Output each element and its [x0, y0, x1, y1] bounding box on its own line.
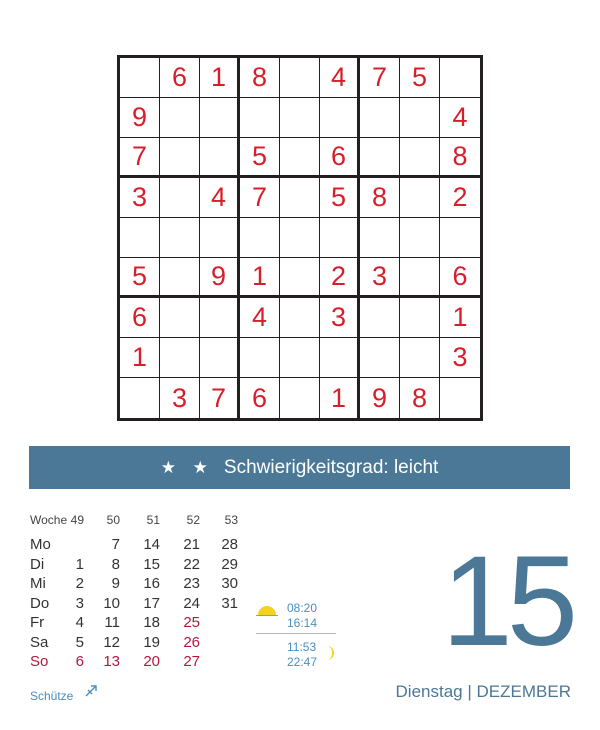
calendar-date: 6	[75, 653, 84, 670]
sudoku-cell[interactable]: 9	[360, 378, 400, 418]
sudoku-cell[interactable]	[160, 218, 200, 258]
date-separator: |	[467, 682, 472, 701]
sudoku-cell[interactable]	[120, 58, 160, 98]
sudoku-cell[interactable]	[280, 258, 320, 298]
sudoku-cell[interactable]	[320, 98, 360, 138]
sudoku-cell[interactable]: 5	[120, 258, 160, 298]
calendar-date: 5	[75, 633, 84, 651]
calendar-date: 20	[143, 653, 160, 670]
sudoku-cell[interactable]	[400, 338, 440, 378]
sudoku-cell[interactable]	[320, 218, 360, 258]
sudoku-cell[interactable]: 3	[160, 378, 200, 418]
weekday-abbr: So	[30, 653, 49, 670]
calendar-date: 22	[183, 555, 200, 573]
moonrise-time: 11:53	[287, 640, 317, 654]
sunrise-icon	[256, 604, 278, 616]
sudoku-cell[interactable]: 8	[360, 178, 400, 218]
sudoku-cell[interactable]	[160, 258, 200, 298]
month-label: DEZEMBER	[476, 682, 571, 701]
sudoku-cell[interactable]	[200, 218, 240, 258]
sudoku-cell[interactable]: 8	[240, 58, 280, 98]
sudoku-cell[interactable]: 6	[160, 58, 200, 98]
calendar-date: 28	[221, 536, 238, 553]
sudoku-cell[interactable]: 7	[120, 138, 160, 178]
weekday-abbr: Sa	[30, 633, 49, 651]
sudoku-cell[interactable]: 6	[320, 138, 360, 178]
sudoku-cell[interactable]	[360, 98, 400, 138]
sudoku-cell[interactable]	[320, 338, 360, 378]
calendar-date: 21	[183, 536, 200, 553]
sudoku-cell[interactable]	[280, 218, 320, 258]
calendar-date: 25	[183, 614, 200, 631]
sudoku-cell[interactable]	[160, 138, 200, 178]
sudoku-cell[interactable]	[200, 138, 240, 178]
sudoku-cell[interactable]: 1	[200, 58, 240, 98]
calendar-date: 16	[143, 575, 160, 592]
calendar-date: 9	[111, 575, 120, 592]
calendar-date: 31	[221, 594, 238, 612]
sudoku-cell[interactable]: 9	[200, 258, 240, 298]
day-number: 15	[441, 530, 572, 673]
sudoku-cell[interactable]: 5	[320, 178, 360, 218]
calendar-date: 30	[221, 575, 238, 592]
sudoku-cell[interactable]: 7	[200, 378, 240, 418]
calendar-date: 10	[103, 594, 120, 612]
calendar-date: 8	[111, 555, 120, 573]
astro-divider	[256, 633, 336, 634]
sudoku-cell[interactable]	[280, 338, 320, 378]
sudoku-cell[interactable]	[400, 178, 440, 218]
sudoku-cell[interactable]: 1	[320, 378, 360, 418]
calendar-date: 29	[221, 555, 238, 573]
sudoku-cell[interactable]	[400, 258, 440, 298]
sudoku-cell[interactable]	[360, 218, 400, 258]
sudoku-cell[interactable]	[240, 98, 280, 138]
sudoku-cell[interactable]	[440, 378, 480, 418]
sudoku-cell[interactable]	[160, 338, 200, 378]
difficulty-stars: ★ ★	[160, 457, 214, 477]
sudoku-cell[interactable]: 5	[400, 58, 440, 98]
sudoku-cell[interactable]: 6	[120, 298, 160, 338]
sudoku-cell[interactable]: 4	[320, 58, 360, 98]
sudoku-cell[interactable]	[360, 138, 400, 178]
week-number: 52	[186, 513, 200, 527]
sudoku-cell[interactable]: 1	[240, 258, 280, 298]
sudoku-cell[interactable]: 7	[240, 178, 280, 218]
sudoku-cell[interactable]	[360, 298, 400, 338]
week-number: 51	[146, 513, 160, 527]
week-number: 53	[224, 513, 238, 527]
sudoku-cell[interactable]	[160, 178, 200, 218]
sudoku-cell[interactable]: 5	[240, 138, 280, 178]
sudoku-cell[interactable]	[360, 338, 400, 378]
weekday-abbr: Di	[30, 555, 45, 573]
calendar-date: 11	[104, 614, 120, 631]
sudoku-cell[interactable]	[280, 58, 320, 98]
sudoku-cell[interactable]: 3	[440, 338, 480, 378]
calendar-date: 26	[183, 633, 200, 651]
sudoku-cell[interactable]	[240, 218, 280, 258]
calendar-date: 1	[75, 555, 84, 573]
sudoku-cell[interactable]	[280, 378, 320, 418]
weekday-abbr: Mo	[30, 536, 51, 553]
calendar-date: 2	[75, 575, 84, 592]
zodiac-label: Schütze	[30, 689, 74, 703]
sudoku-cell[interactable]	[240, 338, 280, 378]
weekday-abbr: Do	[30, 594, 50, 612]
sudoku-cell[interactable]	[400, 298, 440, 338]
sudoku-cell[interactable]: 2	[320, 258, 360, 298]
sudoku-grid	[117, 55, 483, 421]
sudoku-cell[interactable]	[160, 98, 200, 138]
sudoku-cell[interactable]	[200, 338, 240, 378]
calendar-date: 18	[143, 614, 160, 631]
calendar-date: 17	[143, 594, 160, 612]
sudoku-cell[interactable]: 9	[120, 98, 160, 138]
sudoku-cell[interactable]: 6	[240, 378, 280, 418]
sudoku-cell[interactable]: 4	[200, 178, 240, 218]
sunset-time: 16:14	[287, 616, 318, 630]
calendar-date: 15	[143, 555, 160, 573]
calendar-date: 23	[183, 575, 200, 592]
difficulty-label: Schwierigkeitsgrad: leicht	[223, 456, 439, 478]
calendar-date: 24	[183, 594, 200, 612]
moon-icon	[324, 645, 336, 661]
calendar-date: 3	[75, 594, 84, 612]
sudoku-cell[interactable]	[400, 138, 440, 178]
sudoku-cell[interactable]	[280, 298, 320, 338]
weekday-abbr: Fr	[30, 614, 45, 631]
calendar-date: 12	[103, 633, 120, 651]
sudoku-cell[interactable]: 1	[120, 338, 160, 378]
sudoku-cell[interactable]: 1	[440, 298, 480, 338]
sudoku-cell[interactable]: 2	[440, 178, 480, 218]
sudoku-cell[interactable]: 3	[360, 258, 400, 298]
sudoku-cell[interactable]	[400, 218, 440, 258]
sudoku-cell[interactable]	[200, 98, 240, 138]
calendar-date: 14	[143, 536, 160, 553]
sudoku-cell[interactable]: 3	[120, 178, 160, 218]
difficulty-band	[29, 446, 570, 489]
sudoku-cell[interactable]	[440, 218, 480, 258]
sudoku-cell[interactable]	[200, 298, 240, 338]
sudoku-cell[interactable]	[120, 378, 160, 418]
calendar-date: 13	[103, 653, 120, 670]
calendar-date: 4	[75, 614, 84, 631]
sagittarius-arrow-icon	[84, 684, 98, 698]
sudoku-cell[interactable]	[160, 298, 200, 338]
sudoku-cell[interactable]: 7	[360, 58, 400, 98]
sudoku-cell[interactable]	[440, 58, 480, 98]
sudoku-cell[interactable]	[280, 98, 320, 138]
sudoku-cell[interactable]	[280, 138, 320, 178]
calendar-date: 27	[183, 653, 200, 670]
calendar-date: 7	[111, 536, 120, 553]
sudoku-cell[interactable]	[400, 98, 440, 138]
sudoku-cell[interactable]: 6	[440, 258, 480, 298]
calendar-date: 19	[143, 633, 160, 651]
week-number: 50	[106, 513, 120, 527]
week-label: Woche	[30, 513, 68, 527]
sudoku-cell[interactable]: 3	[320, 298, 360, 338]
sudoku-cell[interactable]: 8	[400, 378, 440, 418]
sudoku-cell[interactable]: 4	[240, 298, 280, 338]
weekday-abbr: Mi	[30, 575, 46, 592]
sunrise-time: 08:20	[287, 601, 318, 615]
moonset-time: 22:47	[287, 655, 318, 669]
weekday-label: Dienstag	[395, 682, 463, 701]
sudoku-cell[interactable]	[280, 178, 320, 218]
sudoku-cell[interactable]: 8	[440, 138, 480, 178]
sudoku-cell[interactable]: 4	[440, 98, 480, 138]
week-number: 49	[70, 513, 84, 527]
date-line	[396, 682, 571, 702]
sudoku-cell[interactable]	[120, 218, 160, 258]
